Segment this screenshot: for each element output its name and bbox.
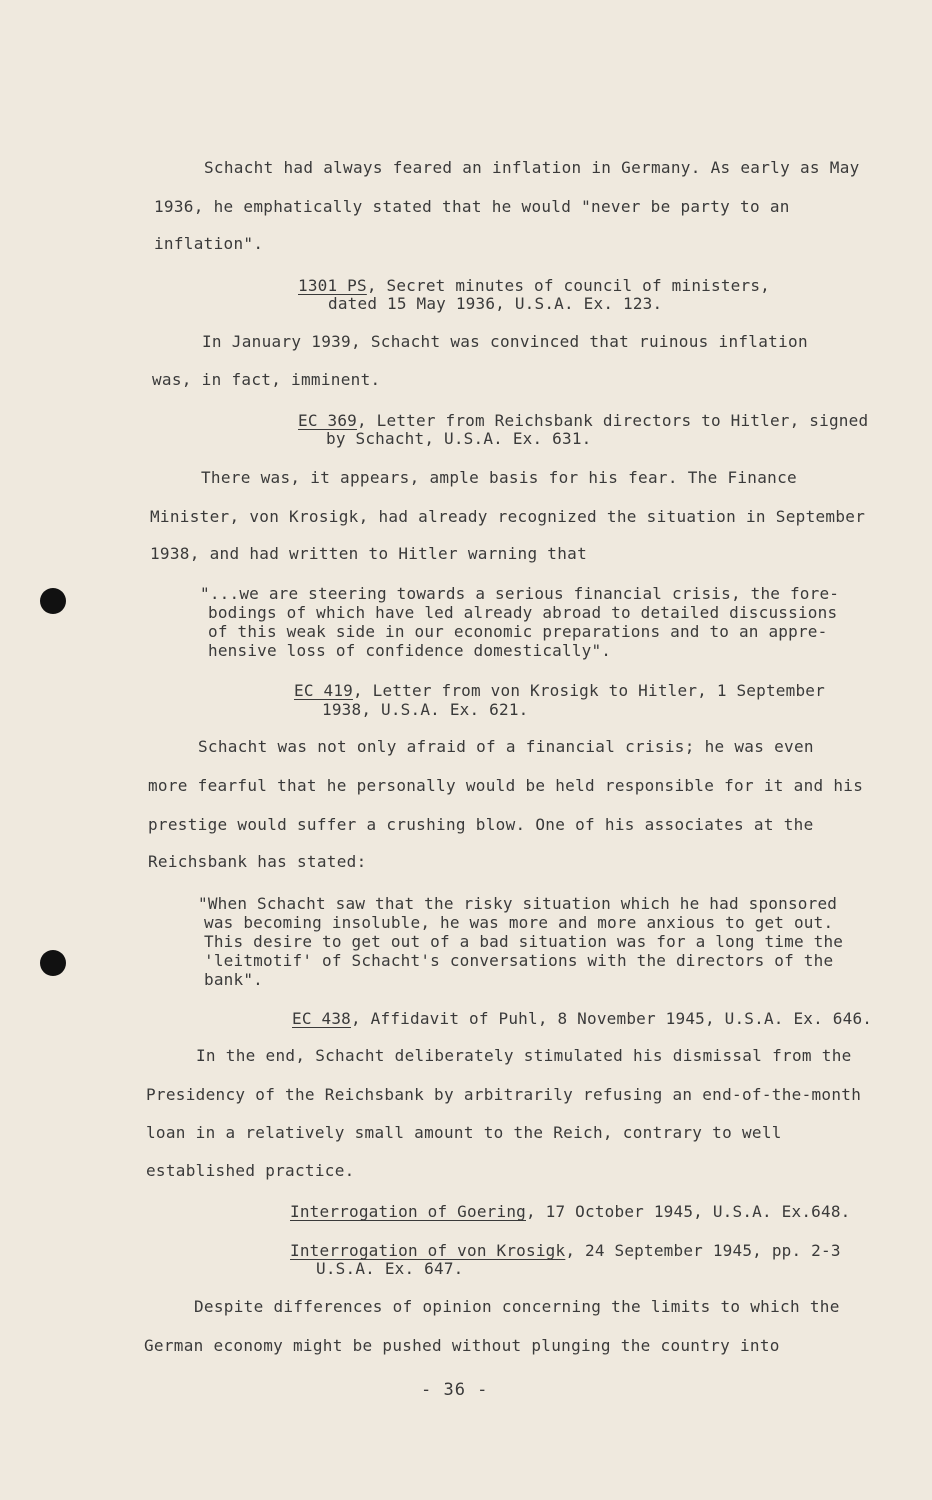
page-number: - 36 - xyxy=(421,1380,489,1400)
citation-text: , 17 October 1945, U.S.A. Ex.648. xyxy=(526,1202,851,1221)
block-quote-line: bank". xyxy=(204,970,263,989)
paragraph-line: Despite differences of opinion concerning the limits to which the xyxy=(194,1297,840,1316)
punch-hole-icon xyxy=(40,950,66,976)
paragraph-line: Presidency of the Reichsbank by arbitrarily refusing an end-of-the-month xyxy=(146,1085,862,1104)
citation xyxy=(290,1202,850,1221)
block-quote-line: 'leitmotif' of Schacht's conversations with the directors of the xyxy=(204,951,834,970)
block-quote-line: of this weak side in our economic preparations and to an appre- xyxy=(208,622,828,641)
block-quote-line: "...we are steering towards a serious financial crisis, the fore- xyxy=(200,584,840,603)
citation xyxy=(298,276,770,295)
block-quote-line: was becoming insoluble, he was more and more anxious to get out. xyxy=(204,913,834,932)
citation-line2: dated 15 May 1936, U.S.A. Ex. 123. xyxy=(328,294,663,313)
citation-ref: 1301 PS xyxy=(298,276,367,295)
paragraph-line: established practice. xyxy=(146,1161,355,1180)
block-quote-line: bodings of which have led already abroad to detailed discussions xyxy=(208,603,838,622)
block-quote-line: hensive loss of confidence domestically". xyxy=(208,641,612,660)
paragraph-line: Reichsbank has stated: xyxy=(148,852,367,871)
citation-ref: Interrogation of von Krosigk xyxy=(290,1241,566,1260)
paragraph-line: inflation". xyxy=(154,234,264,253)
paragraph-line: Minister, von Krosigk, had already recognized the situation in September xyxy=(150,507,866,526)
paragraph-line: more fearful that he personally would be held responsible for it and his xyxy=(148,776,864,795)
paragraph-line: In the end, Schacht deliberately stimulated his dismissal from the xyxy=(196,1046,852,1065)
citation-line2: 1938, U.S.A. Ex. 621. xyxy=(322,700,529,719)
paragraph-line: prestige would suffer a crushing blow. One of his associates at the xyxy=(148,815,814,834)
citation xyxy=(294,681,825,700)
citation-text: , Secret minutes of council of ministers, xyxy=(366,276,770,295)
paragraph-line: was, in fact, imminent. xyxy=(152,370,381,389)
paragraph-line: loan in a relatively small amount to the Reich, contrary to well xyxy=(146,1123,782,1142)
paragraph-line: In January 1939, Schacht was convinced that ruinous inflation xyxy=(202,332,808,351)
paragraph-line: German economy might be pushed without plunging the country into xyxy=(144,1336,780,1355)
citation xyxy=(292,1009,872,1028)
citation-text: , Letter from Reichsbank directors to Hitler, signed xyxy=(357,411,869,430)
citation-text: , Letter from von Krosigk to Hitler, 1 September xyxy=(353,681,825,700)
paragraph-line: 1936, he emphatically stated that he would "never be party to an xyxy=(154,197,790,216)
citation-text: , 24 September 1945, pp. 2-3 xyxy=(565,1241,841,1260)
citation-text: , Affidavit of Puhl, 8 November 1945, U.S.A. Ex. 646. xyxy=(351,1009,873,1028)
citation-line2: U.S.A. Ex. 647. xyxy=(316,1259,464,1278)
block-quote-line: This desire to get out of a bad situation was for a long time the xyxy=(204,932,844,951)
punch-hole-icon xyxy=(40,588,66,614)
citation-ref: EC 438 xyxy=(292,1009,351,1028)
citation-ref: EC 419 xyxy=(294,681,353,700)
citation xyxy=(298,411,868,430)
block-quote-line: "When Schacht saw that the risky situation which he had sponsored xyxy=(198,894,838,913)
paragraph-line: Schacht was not only afraid of a financial crisis; he was even xyxy=(198,737,814,756)
citation-ref: Interrogation of Goering xyxy=(290,1202,526,1221)
paragraph-line: There was, it appears, ample basis for his fear. The Finance xyxy=(201,468,797,487)
paragraph-line: Schacht had always feared an inflation in Germany. As early as May xyxy=(204,158,860,177)
citation-ref: EC 369 xyxy=(298,411,357,430)
paragraph-line: 1938, and had written to Hitler warning that xyxy=(150,544,588,563)
citation-line2: by Schacht, U.S.A. Ex. 631. xyxy=(326,429,592,448)
citation xyxy=(290,1241,841,1260)
